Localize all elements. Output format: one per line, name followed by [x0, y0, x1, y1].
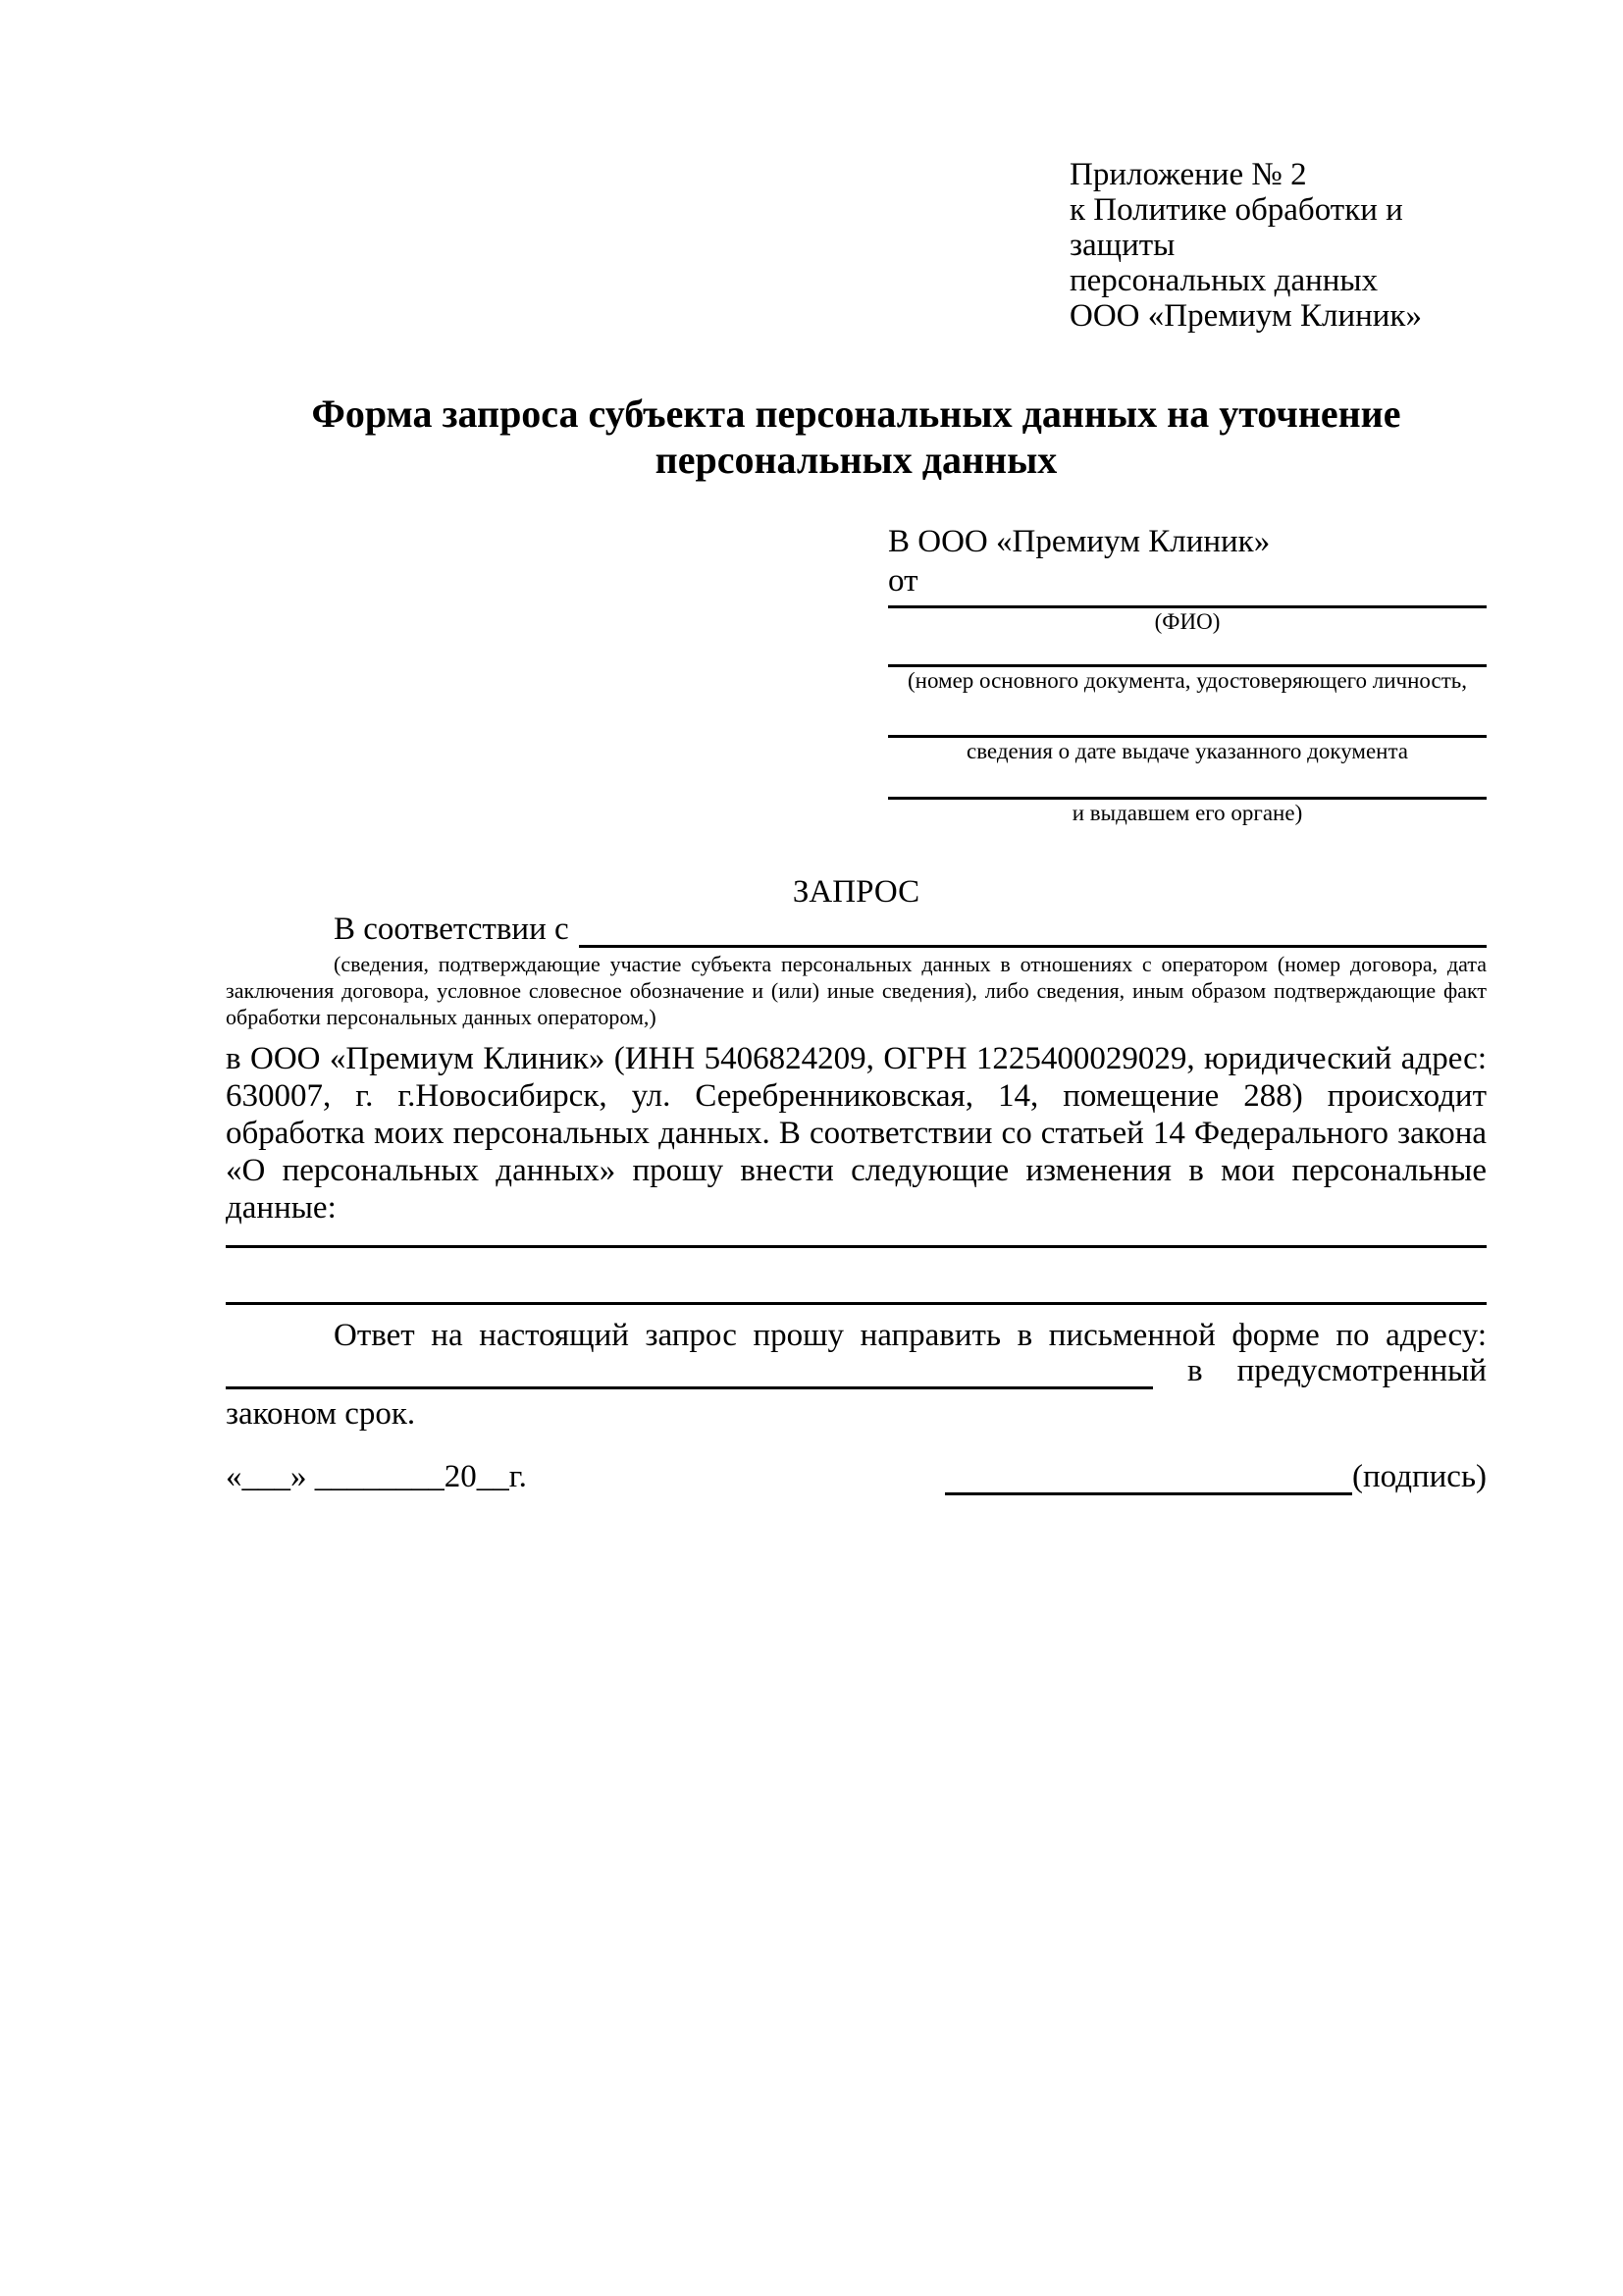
signature-blank-line — [945, 1466, 1352, 1495]
request-body-line: в ООО «Премиум Клиник» (ИНН 5406824209, ОГРН 1225400029029, юридический адрес: — [226, 1041, 1487, 1076]
changes-blank-line-1 — [226, 1245, 1487, 1248]
fio-blank-line — [888, 600, 1487, 608]
legal-basis-blank-line — [579, 913, 1487, 948]
signature-group — [945, 1458, 1487, 1495]
document-title: Форма запроса субъекта персональных данных на уточнение персональных данных — [311, 391, 1401, 482]
reply-address-blank-line — [226, 1358, 1153, 1389]
footnote-line: заключения договора, условное словесное обозначение и (или) иные сведения), либо сведения, иным образом подтверждающие факт — [226, 978, 1487, 1003]
issuing-authority-caption: и выдавшем его органе) — [1072, 801, 1303, 825]
request-body — [226, 1040, 1487, 1226]
request-body-line: данные: — [226, 1190, 337, 1226]
appendix-note — [1070, 157, 1487, 334]
reply-tail-word: предусмотренный — [1236, 1353, 1487, 1388]
issuing-authority-blank-line — [888, 764, 1487, 800]
request-body-line: обработка моих персональных данных. В соответствии со статьей 14 Федерального закона — [226, 1116, 1487, 1151]
date-blank: «___» ________20__г. — [226, 1459, 527, 1494]
reply-tail-word: в — [1187, 1353, 1203, 1388]
footnote-line: (сведения, подтверждающие участие субъекта персональных данных в отношениях с оператором (номер договора, дата — [334, 952, 1487, 976]
issue-date-blank-line — [888, 694, 1487, 738]
appendix-note-line: к Политике обработки и защиты — [1070, 192, 1403, 263]
legal-basis-footnote — [226, 951, 1487, 1030]
changes-blank-line-2 — [226, 1302, 1487, 1305]
appendix-note-line: Приложение № 2 — [1070, 157, 1307, 192]
appendix-note-line: персональных данных — [1070, 263, 1379, 298]
identity-document-number-blank-line — [888, 635, 1487, 667]
footnote-line: обработки персональных данных оператором,) — [226, 1005, 656, 1029]
request-body-line: «О персональных данных» прошу внести следующие изменения в мои персональные — [226, 1153, 1487, 1188]
signature-caption: (подпись) — [1352, 1459, 1487, 1494]
reply-address-sentence: Ответ на настоящий запрос прошу направить в письменной форме по адресу: — [334, 1318, 1487, 1353]
request-heading: ЗАПРОС — [792, 874, 920, 910]
legal-basis-label: В соответствии с — [334, 912, 569, 947]
identity-document-number-caption: (номер основного документа, удостоверяющего личность, — [907, 668, 1467, 693]
request-body-line: 630007, г. г.Новосибирск, ул. Серебренниковская, 14, помещение 288) происходит — [226, 1078, 1487, 1114]
date-signature-row — [226, 1458, 1487, 1495]
reply-tail-line: законом срок. — [226, 1396, 416, 1432]
document-content — [226, 157, 1487, 1495]
fio-caption: (ФИО) — [1154, 609, 1221, 634]
reply-address-row — [226, 1354, 1487, 1389]
addressee-from-label: от — [888, 563, 918, 599]
addressee-block — [888, 522, 1487, 826]
legal-basis-row — [226, 911, 1487, 948]
addressee-to: В ООО «Премиум Клиник» — [888, 524, 1271, 559]
appendix-note-line: ООО «Премиум Клиник» — [1070, 298, 1422, 334]
issue-date-caption: сведения о дате выдаче указанного документа — [966, 739, 1409, 763]
